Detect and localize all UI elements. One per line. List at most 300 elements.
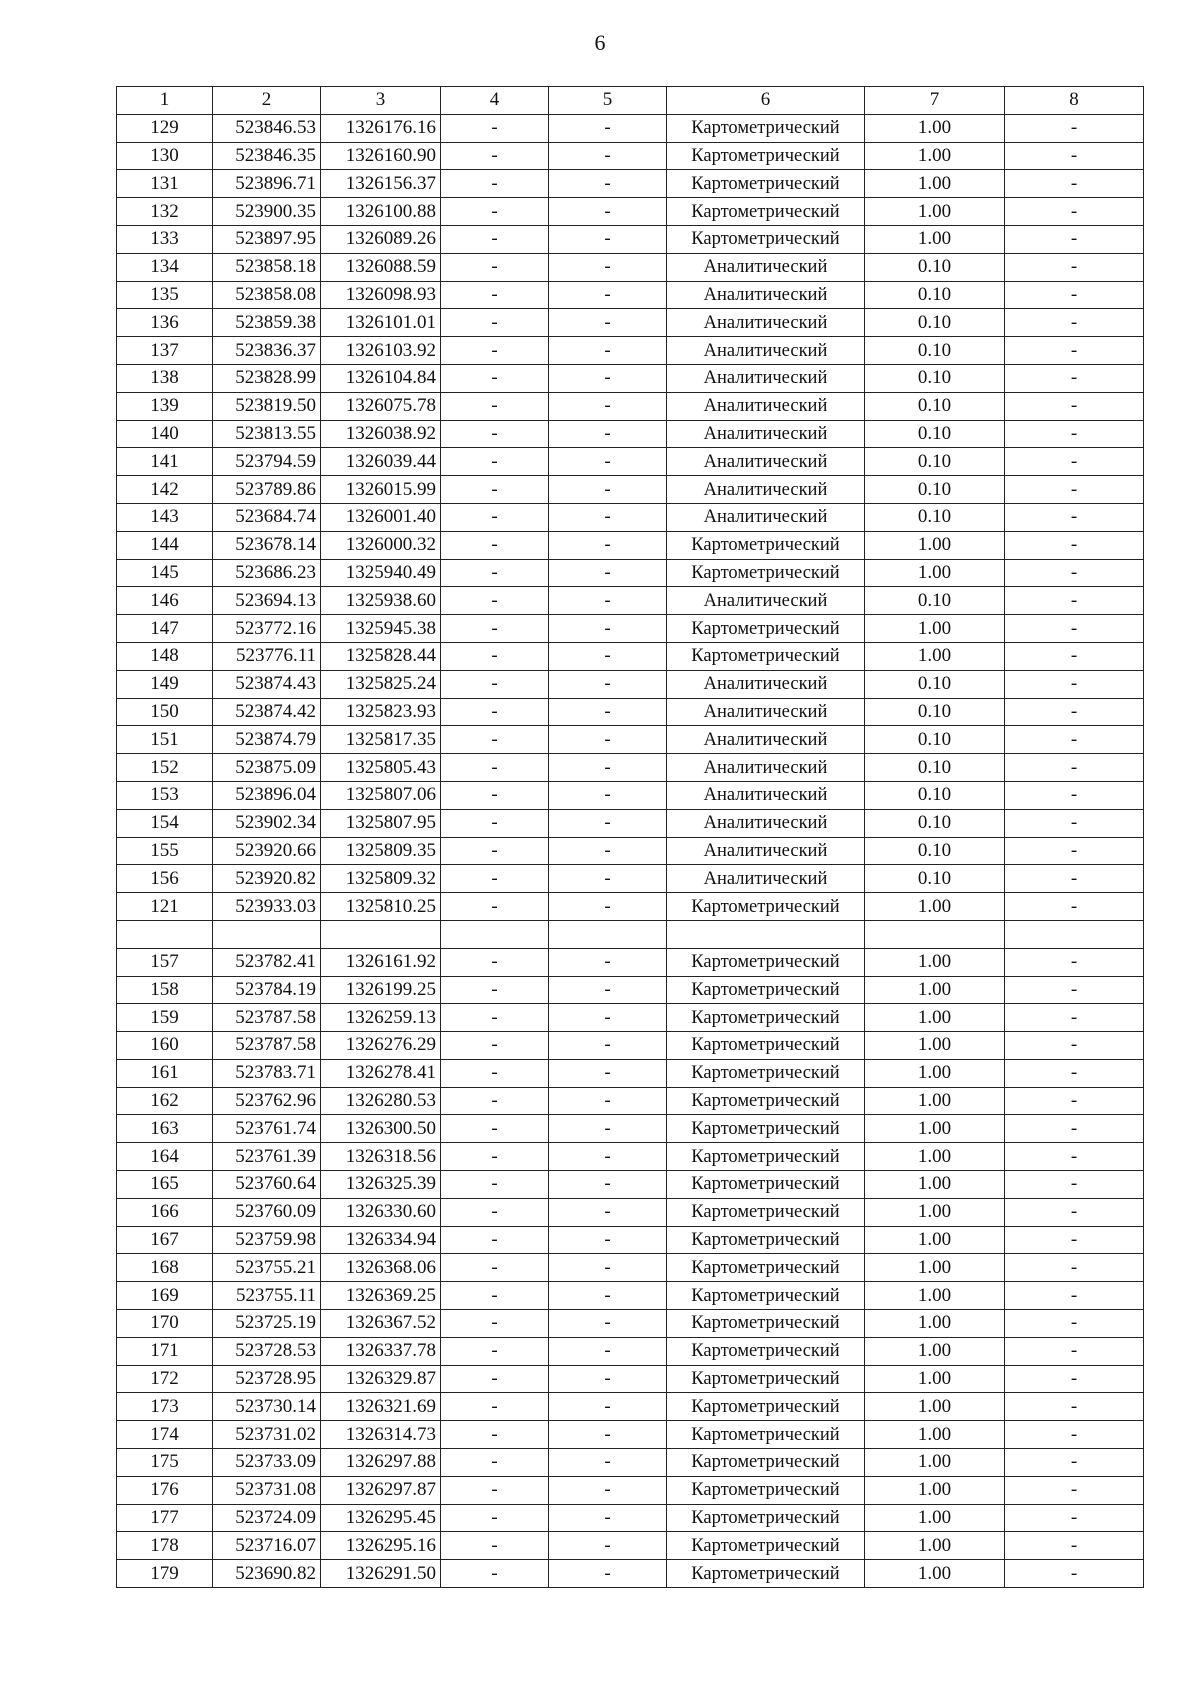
col-8-cell: - <box>1005 1171 1144 1199</box>
col-4-cell: - <box>441 754 549 782</box>
col-5-cell: - <box>549 781 667 809</box>
method-cell: Картометрический <box>667 1198 865 1226</box>
table-row <box>117 809 1144 837</box>
table-row <box>117 1171 1144 1199</box>
col-4-cell: - <box>441 1198 549 1226</box>
col-5-cell: - <box>549 503 667 531</box>
x-coordinate-cell: 523794.59 <box>213 448 321 476</box>
accuracy-cell: 1.00 <box>865 170 1005 198</box>
y-coordinate-cell: 1325809.35 <box>321 837 441 865</box>
table-row <box>117 1254 1144 1282</box>
x-coordinate-cell: 523684.74 <box>213 503 321 531</box>
y-coordinate-cell: 1326280.53 <box>321 1087 441 1115</box>
point-number-cell: 154 <box>117 809 213 837</box>
col-8-cell: - <box>1005 170 1144 198</box>
x-coordinate-cell: 523896.71 <box>213 170 321 198</box>
table-row <box>117 587 1144 615</box>
point-number-cell: 138 <box>117 364 213 392</box>
x-coordinate-cell: 523755.21 <box>213 1254 321 1282</box>
accuracy-cell: 0.10 <box>865 698 1005 726</box>
x-coordinate-cell: 523694.13 <box>213 587 321 615</box>
accuracy-cell: 1.00 <box>865 976 1005 1004</box>
col-4-cell: - <box>441 1337 549 1365</box>
col-5-cell: - <box>549 1504 667 1532</box>
accuracy-cell: 0.10 <box>865 337 1005 365</box>
col-4-cell: - <box>441 281 549 309</box>
col-8-cell: - <box>1005 1115 1144 1143</box>
y-coordinate-cell: 1326276.29 <box>321 1032 441 1060</box>
col-5-cell: - <box>549 809 667 837</box>
x-coordinate-cell: 523755.11 <box>213 1282 321 1310</box>
col-8-cell: - <box>1005 420 1144 448</box>
accuracy-cell: 0.10 <box>865 726 1005 754</box>
column-header-1: 1 <box>117 87 213 115</box>
col-5-cell: - <box>549 392 667 420</box>
col-5-cell: - <box>549 531 667 559</box>
point-number-cell: 137 <box>117 337 213 365</box>
x-coordinate-cell: 523733.09 <box>213 1449 321 1477</box>
y-coordinate-cell: 1326291.50 <box>321 1560 441 1588</box>
column-header-4: 4 <box>441 87 549 115</box>
col-5-cell: - <box>549 420 667 448</box>
method-cell: Аналитический <box>667 281 865 309</box>
y-coordinate-cell: 1326000.32 <box>321 531 441 559</box>
point-number-cell: 130 <box>117 142 213 170</box>
x-coordinate-cell: 523902.34 <box>213 809 321 837</box>
y-coordinate-cell: 1326038.92 <box>321 420 441 448</box>
table-row <box>117 976 1144 1004</box>
col-8-cell: - <box>1005 1476 1144 1504</box>
method-cell: Картометрический <box>667 1560 865 1588</box>
col-5-cell: - <box>549 253 667 281</box>
accuracy-cell: 0.10 <box>865 448 1005 476</box>
table-row <box>117 948 1144 976</box>
method-cell: Аналитический <box>667 309 865 337</box>
accuracy-cell: 1.00 <box>865 1198 1005 1226</box>
table-row <box>117 1087 1144 1115</box>
col-8-cell: - <box>1005 726 1144 754</box>
col-8-cell: - <box>1005 1421 1144 1449</box>
table-row <box>117 170 1144 198</box>
table-row <box>117 1449 1144 1477</box>
point-number-cell: 175 <box>117 1449 213 1477</box>
accuracy-cell: 1.00 <box>865 948 1005 976</box>
table-row <box>117 1393 1144 1421</box>
table-row <box>117 1115 1144 1143</box>
y-coordinate-cell: 1326297.87 <box>321 1476 441 1504</box>
point-number-cell: 132 <box>117 198 213 226</box>
x-coordinate-cell: 523920.66 <box>213 837 321 865</box>
table-row <box>117 392 1144 420</box>
table-row <box>117 448 1144 476</box>
x-coordinate-cell: 523782.41 <box>213 948 321 976</box>
x-coordinate-cell: 523772.16 <box>213 615 321 643</box>
col-4-cell: - <box>441 1254 549 1282</box>
accuracy-cell: 1.00 <box>865 642 1005 670</box>
x-coordinate-cell: 523761.74 <box>213 1115 321 1143</box>
col-5-cell: - <box>549 114 667 142</box>
point-number-cell: 135 <box>117 281 213 309</box>
accuracy-cell: 0.10 <box>865 420 1005 448</box>
col-5-cell: - <box>549 670 667 698</box>
col-8-cell: - <box>1005 615 1144 643</box>
y-coordinate-cell: 1326089.26 <box>321 225 441 253</box>
y-coordinate-cell: 1325945.38 <box>321 615 441 643</box>
accuracy-cell: 1.00 <box>865 615 1005 643</box>
y-coordinate-cell: 1325940.49 <box>321 559 441 587</box>
y-coordinate-cell: 1326318.56 <box>321 1143 441 1171</box>
col-8-cell: - <box>1005 531 1144 559</box>
x-coordinate-cell: 523896.04 <box>213 781 321 809</box>
x-coordinate-cell: 523728.95 <box>213 1365 321 1393</box>
col-8-cell: - <box>1005 865 1144 893</box>
table-row <box>117 114 1144 142</box>
col-8-cell: - <box>1005 1310 1144 1338</box>
x-coordinate-cell: 523874.42 <box>213 698 321 726</box>
table-row <box>117 309 1144 337</box>
x-coordinate-cell: 523783.71 <box>213 1059 321 1087</box>
column-header-3: 3 <box>321 87 441 115</box>
col-8-cell: - <box>1005 309 1144 337</box>
col-4-cell: - <box>441 1226 549 1254</box>
col-8-cell: - <box>1005 809 1144 837</box>
point-number-cell: 142 <box>117 476 213 504</box>
col-4-cell: - <box>441 503 549 531</box>
point-number-cell: 145 <box>117 559 213 587</box>
method-cell: Картометрический <box>667 1143 865 1171</box>
point-number-cell: 136 <box>117 309 213 337</box>
point-number-cell: 160 <box>117 1032 213 1060</box>
column-header-8: 8 <box>1005 87 1144 115</box>
col-8-cell: - <box>1005 1560 1144 1588</box>
col-4-cell: - <box>441 837 549 865</box>
col-5-cell: - <box>549 337 667 365</box>
col-4-cell: - <box>441 364 549 392</box>
method-cell: Картометрический <box>667 170 865 198</box>
col-8-cell: - <box>1005 893 1144 921</box>
y-coordinate-cell: 1326300.50 <box>321 1115 441 1143</box>
point-number-cell: 148 <box>117 642 213 670</box>
method-cell: Аналитический <box>667 726 865 754</box>
col-5-cell: - <box>549 1310 667 1338</box>
x-coordinate-cell: 523678.14 <box>213 531 321 559</box>
method-cell: Аналитический <box>667 781 865 809</box>
point-number-cell: 156 <box>117 865 213 893</box>
y-coordinate-cell: 1325807.06 <box>321 781 441 809</box>
method-cell: Картометрический <box>667 893 865 921</box>
accuracy-cell: 0.10 <box>865 503 1005 531</box>
method-cell: Аналитический <box>667 698 865 726</box>
col-8-cell: - <box>1005 1393 1144 1421</box>
table-row <box>117 920 1144 948</box>
table-row <box>117 670 1144 698</box>
method-cell: Картометрический <box>667 642 865 670</box>
col-4-cell: - <box>441 1143 549 1171</box>
point-number-cell: 129 <box>117 114 213 142</box>
point-number-cell: 139 <box>117 392 213 420</box>
col-4-cell: - <box>441 420 549 448</box>
col-8-cell: - <box>1005 781 1144 809</box>
accuracy-cell: 1.00 <box>865 1032 1005 1060</box>
col-4-cell: - <box>441 392 549 420</box>
method-cell: Картометрический <box>667 559 865 587</box>
col-8-cell: - <box>1005 1254 1144 1282</box>
y-coordinate-cell: 1326368.06 <box>321 1254 441 1282</box>
method-cell: Картометрический <box>667 531 865 559</box>
y-coordinate-cell: 1326295.45 <box>321 1504 441 1532</box>
col-4-cell: - <box>441 1310 549 1338</box>
accuracy-cell: 1.00 <box>865 1365 1005 1393</box>
point-number-cell: 121 <box>117 893 213 921</box>
method-cell: Картометрический <box>667 1087 865 1115</box>
col-5-cell: - <box>549 1282 667 1310</box>
x-coordinate-cell: 523762.96 <box>213 1087 321 1115</box>
col-8-cell: - <box>1005 448 1144 476</box>
col-4-cell: - <box>441 448 549 476</box>
col-4-cell: - <box>441 225 549 253</box>
col-5-cell: - <box>549 1143 667 1171</box>
table-row <box>117 1004 1144 1032</box>
table-row <box>117 420 1144 448</box>
col-5-cell: - <box>549 198 667 226</box>
y-coordinate-cell: 1326367.52 <box>321 1310 441 1338</box>
col-4-cell: - <box>441 1282 549 1310</box>
point-number-cell: 147 <box>117 615 213 643</box>
accuracy-cell: 1.00 <box>865 1560 1005 1588</box>
method-cell: Картометрический <box>667 1449 865 1477</box>
col-8-cell: - <box>1005 198 1144 226</box>
col-4-cell: - <box>441 142 549 170</box>
method-cell: Картометрический <box>667 948 865 976</box>
col-5-cell: - <box>549 1115 667 1143</box>
col-4-cell: - <box>441 1449 549 1477</box>
point-number-cell: 158 <box>117 976 213 1004</box>
col-8-cell: - <box>1005 1226 1144 1254</box>
point-number-cell: 172 <box>117 1365 213 1393</box>
accuracy-cell: 0.10 <box>865 281 1005 309</box>
accuracy-cell: 1.00 <box>865 1504 1005 1532</box>
point-number-cell: 140 <box>117 420 213 448</box>
method-cell: Аналитический <box>667 670 865 698</box>
point-number-cell: 171 <box>117 1337 213 1365</box>
col-8-cell: - <box>1005 1449 1144 1477</box>
point-number-cell: 150 <box>117 698 213 726</box>
col-4-cell: - <box>441 1476 549 1504</box>
y-coordinate-cell: 1326075.78 <box>321 392 441 420</box>
col-4-cell: - <box>441 1560 549 1588</box>
table-row <box>117 781 1144 809</box>
col-4-cell: - <box>441 1365 549 1393</box>
accuracy-cell: 1.00 <box>865 531 1005 559</box>
x-coordinate-cell: 523730.14 <box>213 1393 321 1421</box>
col-4-cell: - <box>441 893 549 921</box>
y-coordinate-cell: 1326295.16 <box>321 1532 441 1560</box>
accuracy-cell: 1.00 <box>865 1337 1005 1365</box>
accuracy-cell: 1.00 <box>865 1310 1005 1338</box>
accuracy-cell: 1.00 <box>865 1532 1005 1560</box>
col-4-cell: - <box>441 1115 549 1143</box>
table-row <box>117 1310 1144 1338</box>
col-8-cell: - <box>1005 1282 1144 1310</box>
x-coordinate-cell: 523900.35 <box>213 198 321 226</box>
accuracy-cell: 0.10 <box>865 392 1005 420</box>
x-coordinate-cell: 523858.08 <box>213 281 321 309</box>
point-number-cell: 174 <box>117 1421 213 1449</box>
col-4-cell: - <box>441 1032 549 1060</box>
point-number-cell: 146 <box>117 587 213 615</box>
col-8-cell: - <box>1005 1143 1144 1171</box>
accuracy-cell: 0.10 <box>865 364 1005 392</box>
accuracy-cell: 1.00 <box>865 1421 1005 1449</box>
col-8-cell: - <box>1005 503 1144 531</box>
col-8-cell: - <box>1005 754 1144 782</box>
point-number-cell: 177 <box>117 1504 213 1532</box>
y-coordinate-cell: 1326297.88 <box>321 1449 441 1477</box>
method-cell: Картометрический <box>667 225 865 253</box>
point-number-cell: 168 <box>117 1254 213 1282</box>
table-row <box>117 1365 1144 1393</box>
y-coordinate-cell: 1326278.41 <box>321 1059 441 1087</box>
col-5-cell: - <box>549 754 667 782</box>
x-coordinate-cell: 523731.08 <box>213 1476 321 1504</box>
accuracy-cell: 1.00 <box>865 142 1005 170</box>
accuracy-cell: 1.00 <box>865 198 1005 226</box>
y-coordinate-cell: 1326100.88 <box>321 198 441 226</box>
x-coordinate-cell: 523897.95 <box>213 225 321 253</box>
point-number-cell: 155 <box>117 837 213 865</box>
y-coordinate-cell: 1326325.39 <box>321 1171 441 1199</box>
y-coordinate-cell: 1326330.60 <box>321 1198 441 1226</box>
accuracy-cell: 1.00 <box>865 1115 1005 1143</box>
x-coordinate-cell: 523776.11 <box>213 642 321 670</box>
col-4-cell: - <box>441 698 549 726</box>
col-4-cell: - <box>441 948 549 976</box>
col-5-cell: - <box>549 1560 667 1588</box>
col-5-cell: - <box>549 225 667 253</box>
method-cell: Аналитический <box>667 392 865 420</box>
method-cell: Картометрический <box>667 1532 865 1560</box>
x-coordinate-cell: 523874.43 <box>213 670 321 698</box>
method-cell: Аналитический <box>667 837 865 865</box>
col-5-cell: - <box>549 1087 667 1115</box>
x-coordinate-cell: 523846.35 <box>213 142 321 170</box>
col-5-cell: - <box>549 1476 667 1504</box>
point-number-cell: 131 <box>117 170 213 198</box>
point-number-cell: 144 <box>117 531 213 559</box>
point-number-cell: 133 <box>117 225 213 253</box>
col-8-cell: - <box>1005 1337 1144 1365</box>
col-8-cell: - <box>1005 392 1144 420</box>
point-number-cell: 173 <box>117 1393 213 1421</box>
col-8-cell: - <box>1005 225 1144 253</box>
col-4-cell: - <box>441 1004 549 1032</box>
col-4-cell: - <box>441 781 549 809</box>
y-coordinate-cell: 1326199.25 <box>321 976 441 1004</box>
column-header-6: 6 <box>667 87 865 115</box>
col-4-cell: - <box>441 170 549 198</box>
y-coordinate-cell: 1326369.25 <box>321 1282 441 1310</box>
col-5-cell: - <box>549 1004 667 1032</box>
method-cell: Аналитический <box>667 420 865 448</box>
col-5-cell: - <box>549 281 667 309</box>
col-4-cell: - <box>441 670 549 698</box>
table-row <box>117 503 1144 531</box>
col-4-cell <box>441 920 549 948</box>
accuracy-cell: 0.10 <box>865 253 1005 281</box>
col-5-cell: - <box>549 615 667 643</box>
col-5-cell: - <box>549 726 667 754</box>
table-row <box>117 615 1144 643</box>
col-4-cell: - <box>441 1059 549 1087</box>
y-coordinate-cell: 1326015.99 <box>321 476 441 504</box>
table-row <box>117 476 1144 504</box>
col-4-cell: - <box>441 1532 549 1560</box>
col-8-cell: - <box>1005 1198 1144 1226</box>
col-5-cell: - <box>549 364 667 392</box>
y-coordinate-cell: 1325825.24 <box>321 670 441 698</box>
y-coordinate-cell: 1326314.73 <box>321 1421 441 1449</box>
col-4-cell: - <box>441 559 549 587</box>
table-row <box>117 837 1144 865</box>
table-row <box>117 364 1144 392</box>
table-row <box>117 1421 1144 1449</box>
column-header-5: 5 <box>549 87 667 115</box>
y-coordinate-cell: 1326088.59 <box>321 253 441 281</box>
col-4-cell: - <box>441 642 549 670</box>
x-coordinate-cell: 523760.09 <box>213 1198 321 1226</box>
table-row <box>117 1198 1144 1226</box>
col-5-cell: - <box>549 976 667 1004</box>
col-8-cell: - <box>1005 837 1144 865</box>
method-cell: Картометрический <box>667 198 865 226</box>
col-5-cell: - <box>549 587 667 615</box>
method-cell: Картометрический <box>667 1365 865 1393</box>
col-5-cell: - <box>549 1171 667 1199</box>
col-8-cell: - <box>1005 1059 1144 1087</box>
y-coordinate-cell: 1326160.90 <box>321 142 441 170</box>
x-coordinate-cell: 523874.79 <box>213 726 321 754</box>
col-4-cell: - <box>441 337 549 365</box>
y-coordinate-cell: 1326337.78 <box>321 1337 441 1365</box>
col-5-cell: - <box>549 698 667 726</box>
table-row <box>117 337 1144 365</box>
col-5-cell: - <box>549 865 667 893</box>
x-coordinate-cell: 523858.18 <box>213 253 321 281</box>
col-4-cell: - <box>441 1393 549 1421</box>
col-4-cell: - <box>441 1421 549 1449</box>
col-8-cell: - <box>1005 476 1144 504</box>
col-5-cell: - <box>549 1254 667 1282</box>
method-cell: Аналитический <box>667 476 865 504</box>
x-coordinate-cell: 523725.19 <box>213 1310 321 1338</box>
col-4-cell: - <box>441 1087 549 1115</box>
y-coordinate-cell: 1326101.01 <box>321 309 441 337</box>
col-5-cell: - <box>549 1365 667 1393</box>
col-5-cell: - <box>549 1393 667 1421</box>
x-coordinate-cell: 523819.50 <box>213 392 321 420</box>
col-5-cell: - <box>549 309 667 337</box>
table-body <box>117 114 1144 1587</box>
col-8-cell: - <box>1005 670 1144 698</box>
point-number-cell: 170 <box>117 1310 213 1338</box>
method-cell: Картометрический <box>667 1393 865 1421</box>
point-number-cell: 169 <box>117 1282 213 1310</box>
table-row <box>117 726 1144 754</box>
col-4-cell: - <box>441 615 549 643</box>
accuracy-cell: 0.10 <box>865 809 1005 837</box>
x-coordinate-cell: 523859.38 <box>213 309 321 337</box>
col-5-cell: - <box>549 1032 667 1060</box>
